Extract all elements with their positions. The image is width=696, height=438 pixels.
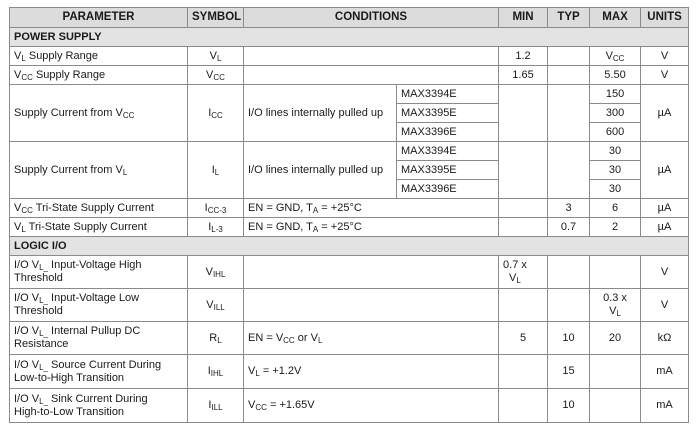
typ-vcc-supply-range (548, 66, 590, 85)
symbol-il3: $I_{L-3}$ (188, 218, 244, 237)
symbol-vl: $V_L$ (188, 47, 244, 66)
symbol-iihl: $I_{IHL}$ (188, 355, 244, 389)
param-supply-current-vl: Supply Current from $V_L$ (10, 142, 188, 199)
cond-vl-supply-range (244, 47, 499, 66)
part-il-max3394e: MAX3394E (397, 142, 499, 161)
max-vl-supply-range: $V_{CC}$ (590, 47, 641, 66)
table-row-il-max3394e (10, 142, 689, 161)
max-il-max3395e: 30 (590, 161, 641, 180)
typ-iill: 10 (548, 389, 590, 423)
symbol-icc3: $I_{CC-3}$ (188, 199, 244, 218)
param-sink-current: I/O $V_{L\_}$ Sink Current During High-to-Low Transition (10, 389, 188, 423)
section-title-logic-io: LOGIC I/O (10, 237, 689, 256)
units-icc: µA (641, 85, 689, 142)
max-vl-tristate: 2 (590, 218, 641, 237)
typ-il (548, 142, 590, 199)
cond-vl-tristate: EN = GND, $T_A = +25^\circ C$ (244, 218, 499, 237)
cond-rl: EN = $V_{CC}$ or $V_L$ (244, 322, 499, 355)
units-vcc-tristate: µA (641, 199, 689, 218)
param-vl-supply-range: $V_L$ Supply Range (10, 47, 188, 66)
param-source-current: I/O $V_{L\_}$ Source Current During Low-to-High Transition (10, 355, 188, 389)
part-icc-max3395e: MAX3395E (397, 104, 499, 123)
param-input-voltage-high: I/O $V_{L\_}$ Input-Voltage High Threshold (10, 256, 188, 289)
electrical-characteristics-table (9, 7, 689, 423)
symbol-vihl: $V_{IHL}$ (188, 256, 244, 289)
param-vl-tristate: $V_L$ Tri-State Supply Current (10, 218, 188, 237)
param-supply-current-vcc: Supply Current from $V_{CC}$ (10, 85, 188, 142)
symbol-rl: $R_L$ (188, 322, 244, 355)
cond-vill (244, 289, 499, 322)
table-row-vcc-tristate (10, 199, 689, 218)
typ-vill (548, 289, 590, 322)
typ-vl-supply-range (548, 47, 590, 66)
table-row-vl-supply-range (10, 47, 689, 66)
typ-iihl: 15 (548, 355, 590, 389)
cond-icc: I/O lines internally pulled up (244, 85, 397, 142)
max-vihl (590, 256, 641, 289)
cond-iihl: $V_L = +1.2V$ (244, 355, 499, 389)
min-vl-supply-range: 1.2 (499, 47, 548, 66)
part-il-max3395e: MAX3395E (397, 161, 499, 180)
max-vcc-tristate: 6 (590, 199, 641, 218)
part-icc-max3394e: MAX3394E (397, 85, 499, 104)
part-icc-max3396e: MAX3396E (397, 123, 499, 142)
table-row-icc-max3394e (10, 85, 689, 104)
table-row-vl-tristate (10, 218, 689, 237)
max-il-max3396e: 30 (590, 180, 641, 199)
max-icc-max3395e: 300 (590, 104, 641, 123)
min-vl-tristate (499, 218, 548, 237)
param-input-voltage-low: I/O $V_{L\_}$ Input-Voltage Low Threshold (10, 289, 188, 322)
max-vcc-supply-range: 5.50 (590, 66, 641, 85)
param-internal-pullup: I/O $V_{L\_}$ Internal Pullup DC Resistance (10, 322, 188, 355)
min-il (499, 142, 548, 199)
header-parameter: PARAMETER (10, 8, 188, 28)
min-iill (499, 389, 548, 423)
typ-vl-tristate: 0.7 (548, 218, 590, 237)
electrical-characteristics-table-wrapper (9, 7, 689, 423)
min-vcc-supply-range: 1.65 (499, 66, 548, 85)
cond-vcc-tristate: EN = GND, $T_A = +25^\circ C$ (244, 199, 499, 218)
header-symbol: SYMBOL (188, 8, 244, 28)
table-row-vcc-supply-range (10, 66, 689, 85)
max-rl: 20 (590, 322, 641, 355)
symbol-iill: $I_{ILL}$ (188, 389, 244, 423)
cond-vihl (244, 256, 499, 289)
table-row-rl (10, 322, 689, 355)
min-rl: 5 (499, 322, 548, 355)
section-row-logic-io (10, 237, 689, 256)
section-row-power-supply (10, 28, 689, 47)
units-vl-tristate: µA (641, 218, 689, 237)
symbol-vill: $V_{ILL}$ (188, 289, 244, 322)
min-vill (499, 289, 548, 322)
header-max: MAX (590, 8, 641, 28)
units-vl-supply-range: V (641, 47, 689, 66)
header-row (10, 8, 689, 28)
units-vihl: V (641, 256, 689, 289)
header-conditions: CONDITIONS (244, 8, 499, 28)
table-row-vill (10, 289, 689, 322)
header-typ: TYP (548, 8, 590, 28)
header-min: MIN (499, 8, 548, 28)
symbol-icc: $I_{CC}$ (188, 85, 244, 142)
typ-rl: 10 (548, 322, 590, 355)
units-iihl: mA (641, 355, 689, 389)
units-vill: V (641, 289, 689, 322)
typ-vihl (548, 256, 590, 289)
max-iihl (590, 355, 641, 389)
part-il-max3396e: MAX3396E (397, 180, 499, 199)
param-vcc-tristate: $V_{CC}$ Tri-State Supply Current (10, 199, 188, 218)
min-vcc-tristate (499, 199, 548, 218)
cond-il: I/O lines internally pulled up (244, 142, 397, 199)
table-row-iill (10, 389, 689, 423)
units-iill: mA (641, 389, 689, 423)
symbol-vcc: $V_{CC}$ (188, 66, 244, 85)
typ-icc (548, 85, 590, 142)
max-iill (590, 389, 641, 423)
max-icc-max3396e: 600 (590, 123, 641, 142)
max-vill: 0.3 x $V_L$ (590, 289, 641, 322)
table-row-iihl (10, 355, 689, 389)
table-row-vihl (10, 256, 689, 289)
min-iihl (499, 355, 548, 389)
units-il: µA (641, 142, 689, 199)
units-vcc-supply-range: V (641, 66, 689, 85)
typ-vcc-tristate: 3 (548, 199, 590, 218)
param-vcc-supply-range: $V_{CC}$ Supply Range (10, 66, 188, 85)
header-units: UNITS (641, 8, 689, 28)
units-rl: kΩ (641, 322, 689, 355)
cond-vcc-supply-range (244, 66, 499, 85)
cond-iill: $V_{CC} = +1.65V$ (244, 389, 499, 423)
min-vihl: 0.7 x $V_L$ (499, 256, 548, 289)
symbol-il: $I_L$ (188, 142, 244, 199)
max-icc-max3394e: 150 (590, 85, 641, 104)
min-icc (499, 85, 548, 142)
max-il-max3394e: 30 (590, 142, 641, 161)
section-title-power-supply: POWER SUPPLY (10, 28, 689, 47)
